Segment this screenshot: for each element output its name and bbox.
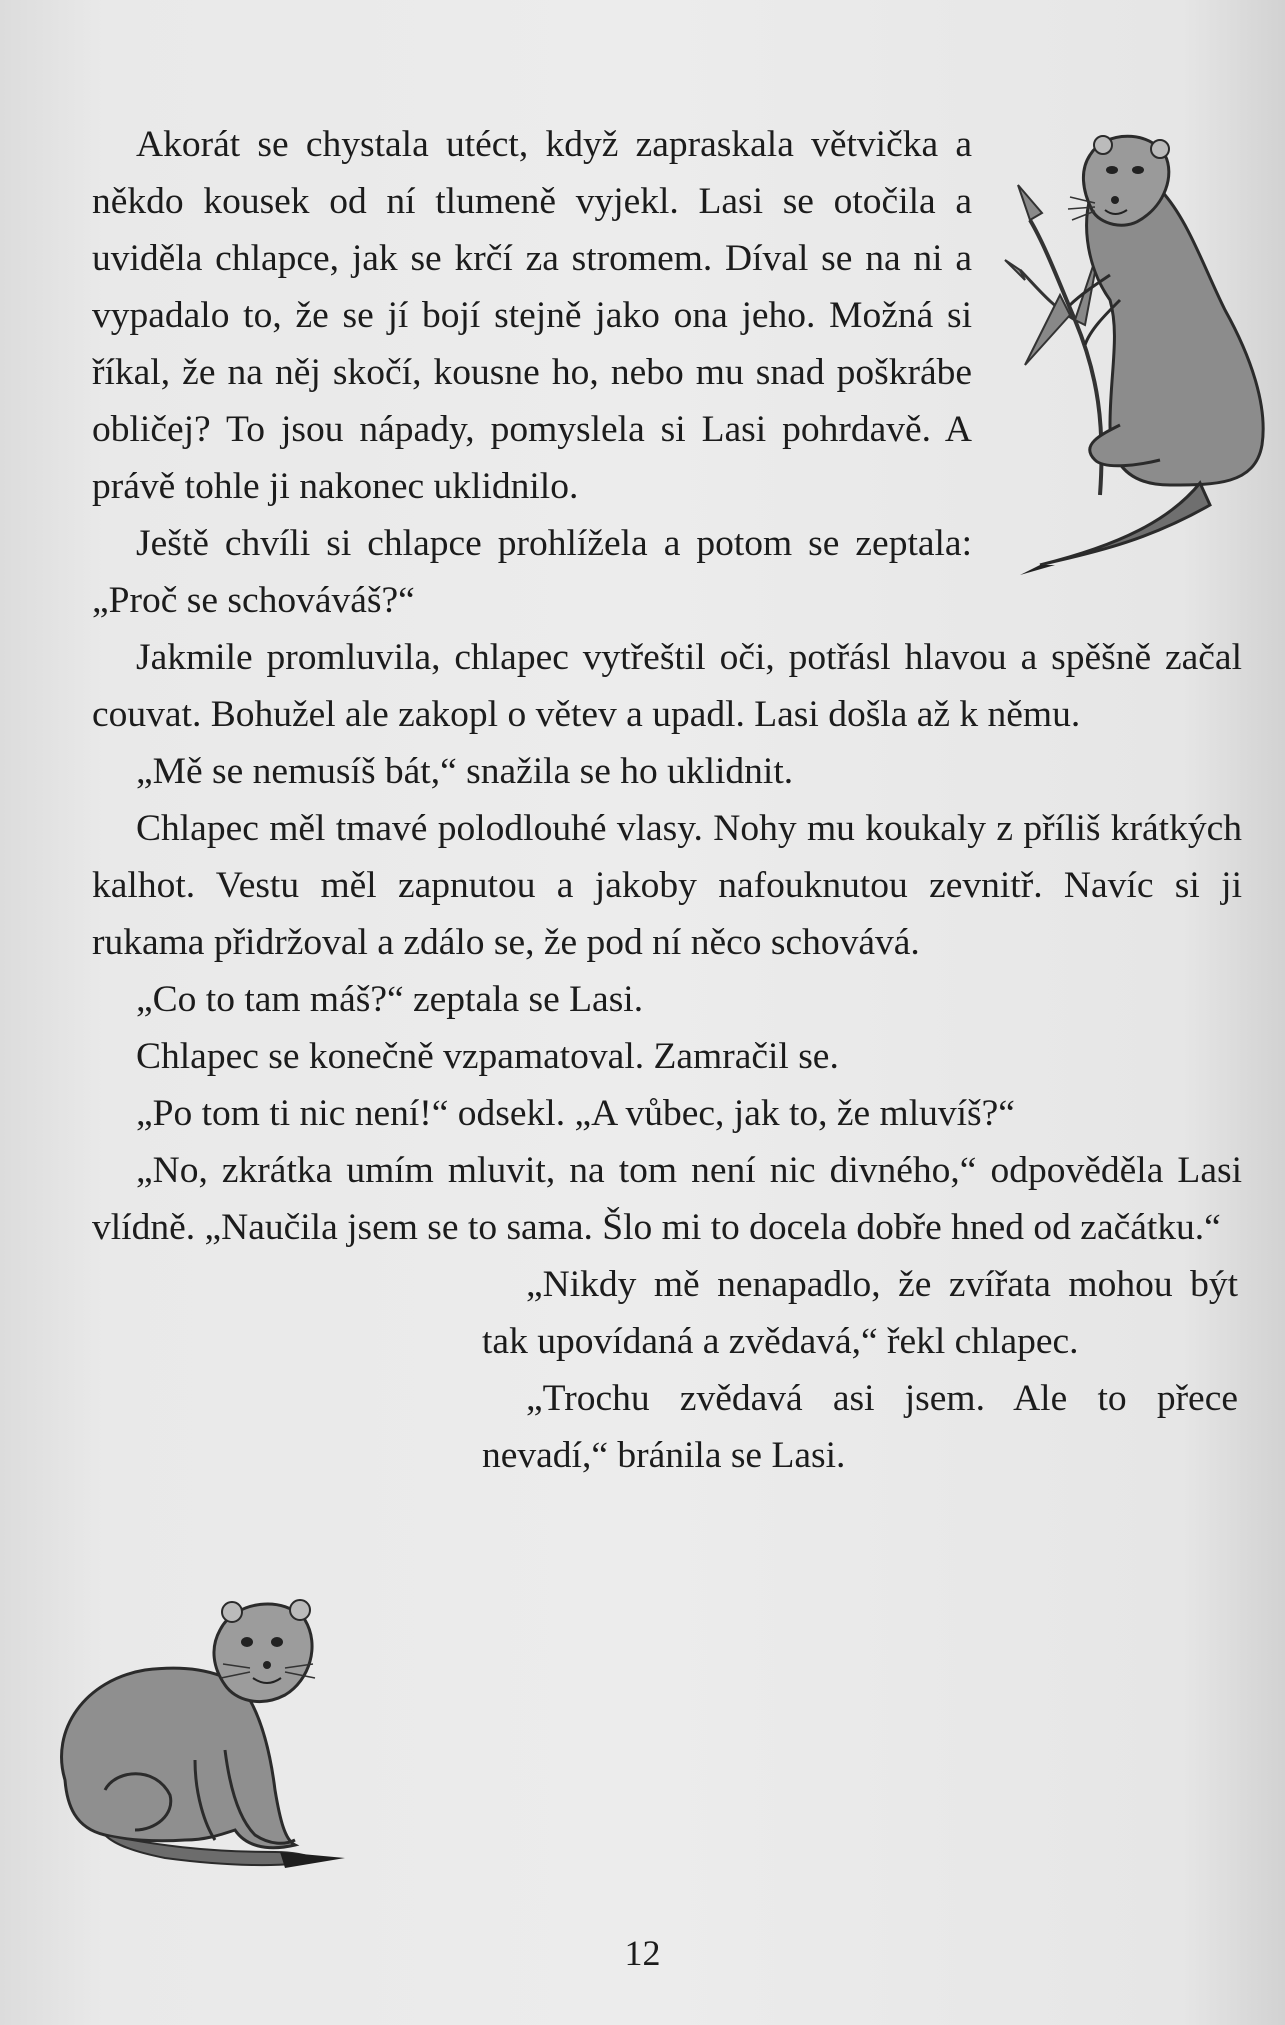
weasel-holding-branch-illustration [1000, 125, 1275, 595]
paragraph: „Mě se nemusíš bát,“ snažila se ho uklidnit. [136, 751, 794, 792]
paragraph: Chlapec se konečně vzpamatoval. Zamračil se. [136, 1036, 839, 1077]
paragraph: Akorát se chystala utéct, když zapraskala větvička a někdo kousek od ní tlumeně vyjekl. Lasi se otočila a uviděla chlapce, jak se krčí za stromem. Díval se na ni a vypadalo to, že se jí bojí stejně jako ona jeho. Možná si říkal, že na něj skočí, kousne ho, nebo mu snad poškrábe obličej? To jsou nápady, pomyslela si Lasi pohrdavě. A právě tohle ji nakonec uklidnilo. [92, 124, 972, 507]
paragraph: „Co to tam máš?“ zeptala se Lasi. [136, 979, 644, 1020]
paragraph: „No, zkrátka umím mluvit, na tom není nic divného,“ odpověděla Lasi vlídně. „Naučila jsem se to sama. Šlo mi to docela dobře hned od začátku.“ [92, 1150, 1242, 1248]
sitting-weasel-illustration [45, 1590, 355, 1880]
paragraph: Chlapec měl tmavé polodlouhé vlasy. Nohy mu koukaly z příliš krátkých kalhot. Vestu měl zapnutou a jakoby nafouknutou zevnitř. Navíc si ji rukama přidržoval a zdálo se, že pod ní něco schovává. [92, 808, 1242, 963]
paragraph: „Nikdy mě nenapadlo, že zvířata mohou být tak upovídaná a zvědavá,“ řekl chlapec. [482, 1264, 1238, 1362]
paragraph: „Trochu zvědavá asi jsem. Ale to přece nevadí,“ bránila se Lasi. [482, 1378, 1238, 1476]
paragraph: Ještě chvíli si chlapce prohlížela a potom se zeptala: „Proč se schováváš?“ [92, 523, 972, 621]
paragraph: Jakmile promluvila, chlapec vytřeštil oči, potřásl hlavou a spěšně začal couvat. Bohužel ale zakopl o větev a upadl. Lasi došla až k němu. [92, 637, 1242, 735]
page-number: 12 [624, 1933, 661, 1973]
paragraph: „Po tom ti nic není!“ odsekl. „A vůbec, jak to, že mluvíš?“ [136, 1093, 1015, 1134]
